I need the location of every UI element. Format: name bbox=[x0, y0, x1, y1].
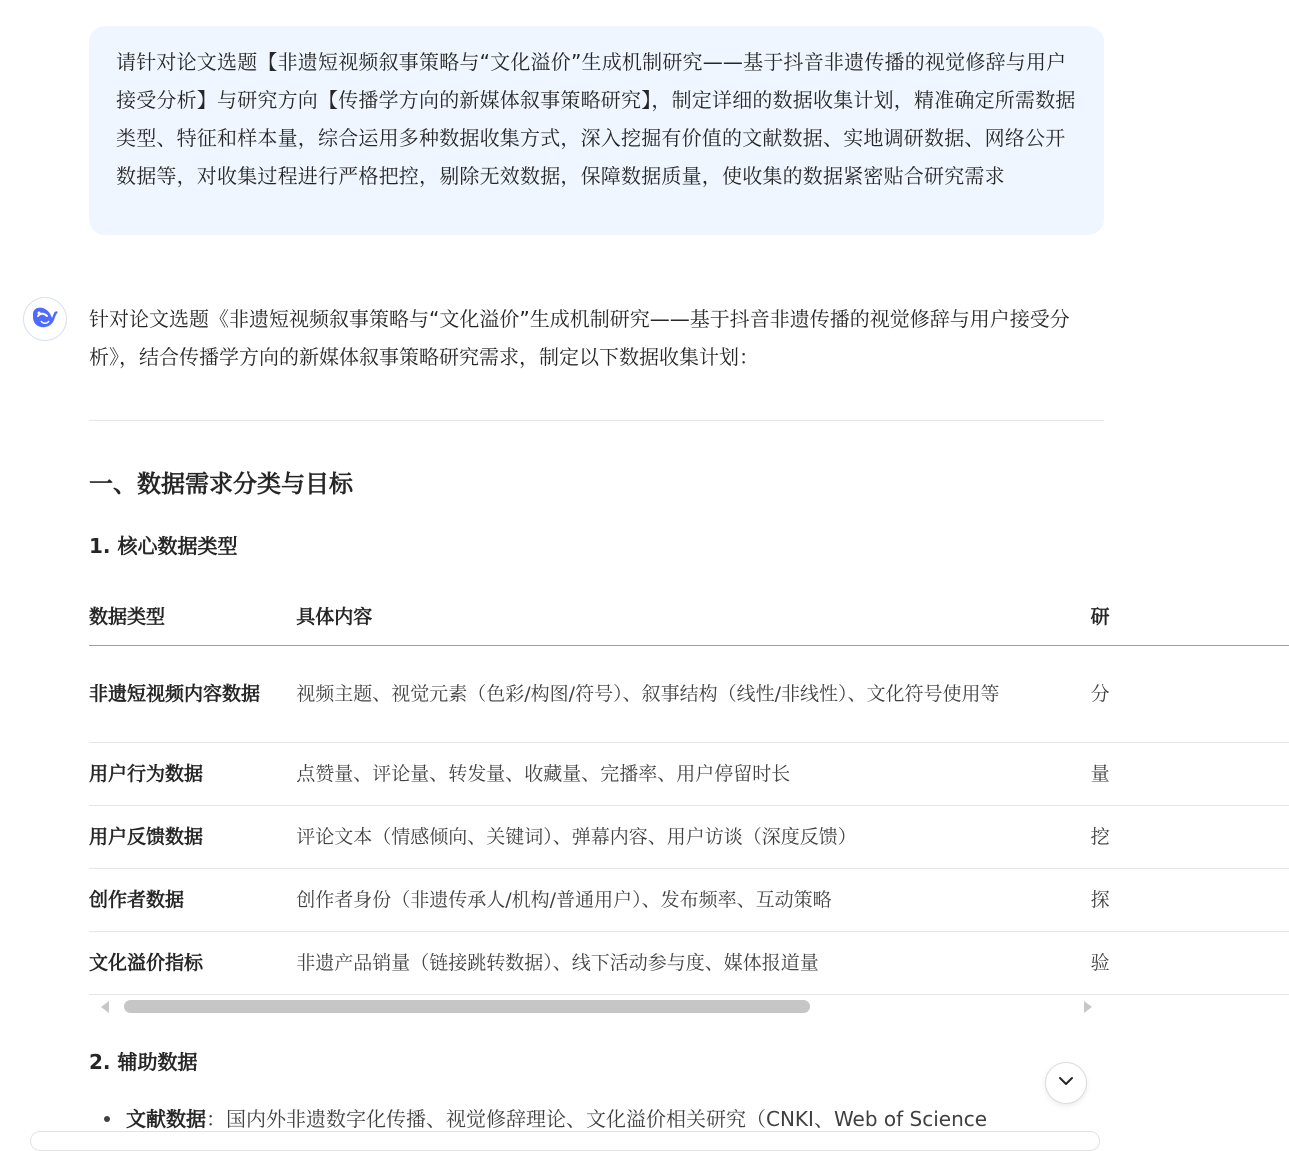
user-message-bubble bbox=[89, 26, 1104, 235]
scroll-right-arrow-icon[interactable] bbox=[1084, 1001, 1092, 1013]
list-item-text: ：国内外非遗数字化传播、视觉修辞理论、文化溢价相关研究（CNKI、Web of Science bbox=[206, 1107, 988, 1131]
chat-input-box[interactable] bbox=[30, 1131, 1100, 1151]
table-header-cell: 研 bbox=[1091, 585, 1289, 646]
table-cell-purpose: 验 bbox=[1091, 932, 1289, 995]
table-row bbox=[89, 743, 1289, 806]
table-row bbox=[89, 646, 1289, 743]
table-header-cell: 具体内容 bbox=[296, 585, 1090, 646]
table-cell-purpose: 分 bbox=[1091, 646, 1289, 743]
scroll-to-bottom-button[interactable] bbox=[1045, 1062, 1087, 1104]
table-row bbox=[89, 932, 1289, 995]
table-cell-purpose: 量 bbox=[1091, 743, 1289, 806]
table-cell-type: 用户反馈数据 bbox=[89, 806, 296, 869]
table-row bbox=[89, 869, 1289, 932]
assistant-avatar bbox=[23, 297, 67, 341]
subsection-heading-aux: 2. 辅助数据 bbox=[89, 1050, 198, 1074]
user-message-text: 请针对论文选题【非遗短视频叙事策略与“文化溢价”生成机制研究——基于抖音非遗传播的视觉修辞与用户接受分析】与研究方向【传播学方向的新媒体叙事策略研究】，制定详细的数据收集计划，精准确定所需数据类型、特征和样本量，综合运用多种数据收集方式，深入挖掘有价值的文献数据、实地调研数据、网络公开数据等，对收集过程进行严格把控，剔除无效数据，保障数据质量，使收集的数据紧密贴合研究需求 bbox=[116, 50, 1076, 188]
data-type-table-container[interactable] bbox=[89, 585, 1110, 995]
table-header-cell: 数据类型 bbox=[89, 585, 296, 646]
table-cell-purpose: 探 bbox=[1091, 869, 1289, 932]
subsection-heading-core: 1. 核心数据类型 bbox=[89, 534, 238, 558]
table-header-row bbox=[89, 585, 1289, 646]
divider bbox=[89, 420, 1104, 421]
assistant-intro: 针对论文选题《非遗短视频叙事策略与“文化溢价”生成机制研究——基于抖音非遗传播的视觉修辞与用户接受分析》，结合传播学方向的新媒体叙事策略研究需求，制定以下数据收集计划： bbox=[89, 307, 1070, 369]
table-cell-content: 创作者身份（非遗传承人/机构/普通用户）、发布频率、互动策略 bbox=[296, 869, 1090, 932]
table-cell-content: 视频主题、视觉元素（色彩/构图/符号）、叙事结构（线性/非线性）、文化符号使用等 bbox=[296, 646, 1090, 743]
table-cell-type: 非遗短视频内容数据 bbox=[89, 646, 296, 743]
table-cell-content: 点赞量、评论量、转发量、收藏量、完播率、用户停留时长 bbox=[296, 743, 1090, 806]
table-horizontal-scrollbar[interactable] bbox=[89, 995, 1104, 1019]
scrollbar-thumb[interactable] bbox=[124, 1000, 810, 1013]
table-row bbox=[89, 806, 1289, 869]
section-heading: 一、数据需求分类与目标 bbox=[89, 470, 353, 498]
chevron-down-icon bbox=[1056, 1071, 1076, 1095]
table-cell-content: 非遗产品销量（链接跳转数据）、线下活动参与度、媒体报道量 bbox=[296, 932, 1090, 995]
table-cell-type: 用户行为数据 bbox=[89, 743, 296, 806]
data-type-table bbox=[89, 585, 1289, 995]
table-cell-content: 评论文本（情感倾向、关键词）、弹幕内容、用户访谈（深度反馈） bbox=[296, 806, 1090, 869]
scroll-left-arrow-icon[interactable] bbox=[101, 1001, 109, 1013]
whale-logo-icon bbox=[30, 304, 60, 334]
bullet-dot bbox=[104, 1116, 110, 1122]
table-cell-type: 文化溢价指标 bbox=[89, 932, 296, 995]
table-cell-purpose: 挖 bbox=[1091, 806, 1289, 869]
list-item-label: 文献数据 bbox=[126, 1107, 206, 1131]
table-cell-type: 创作者数据 bbox=[89, 869, 296, 932]
